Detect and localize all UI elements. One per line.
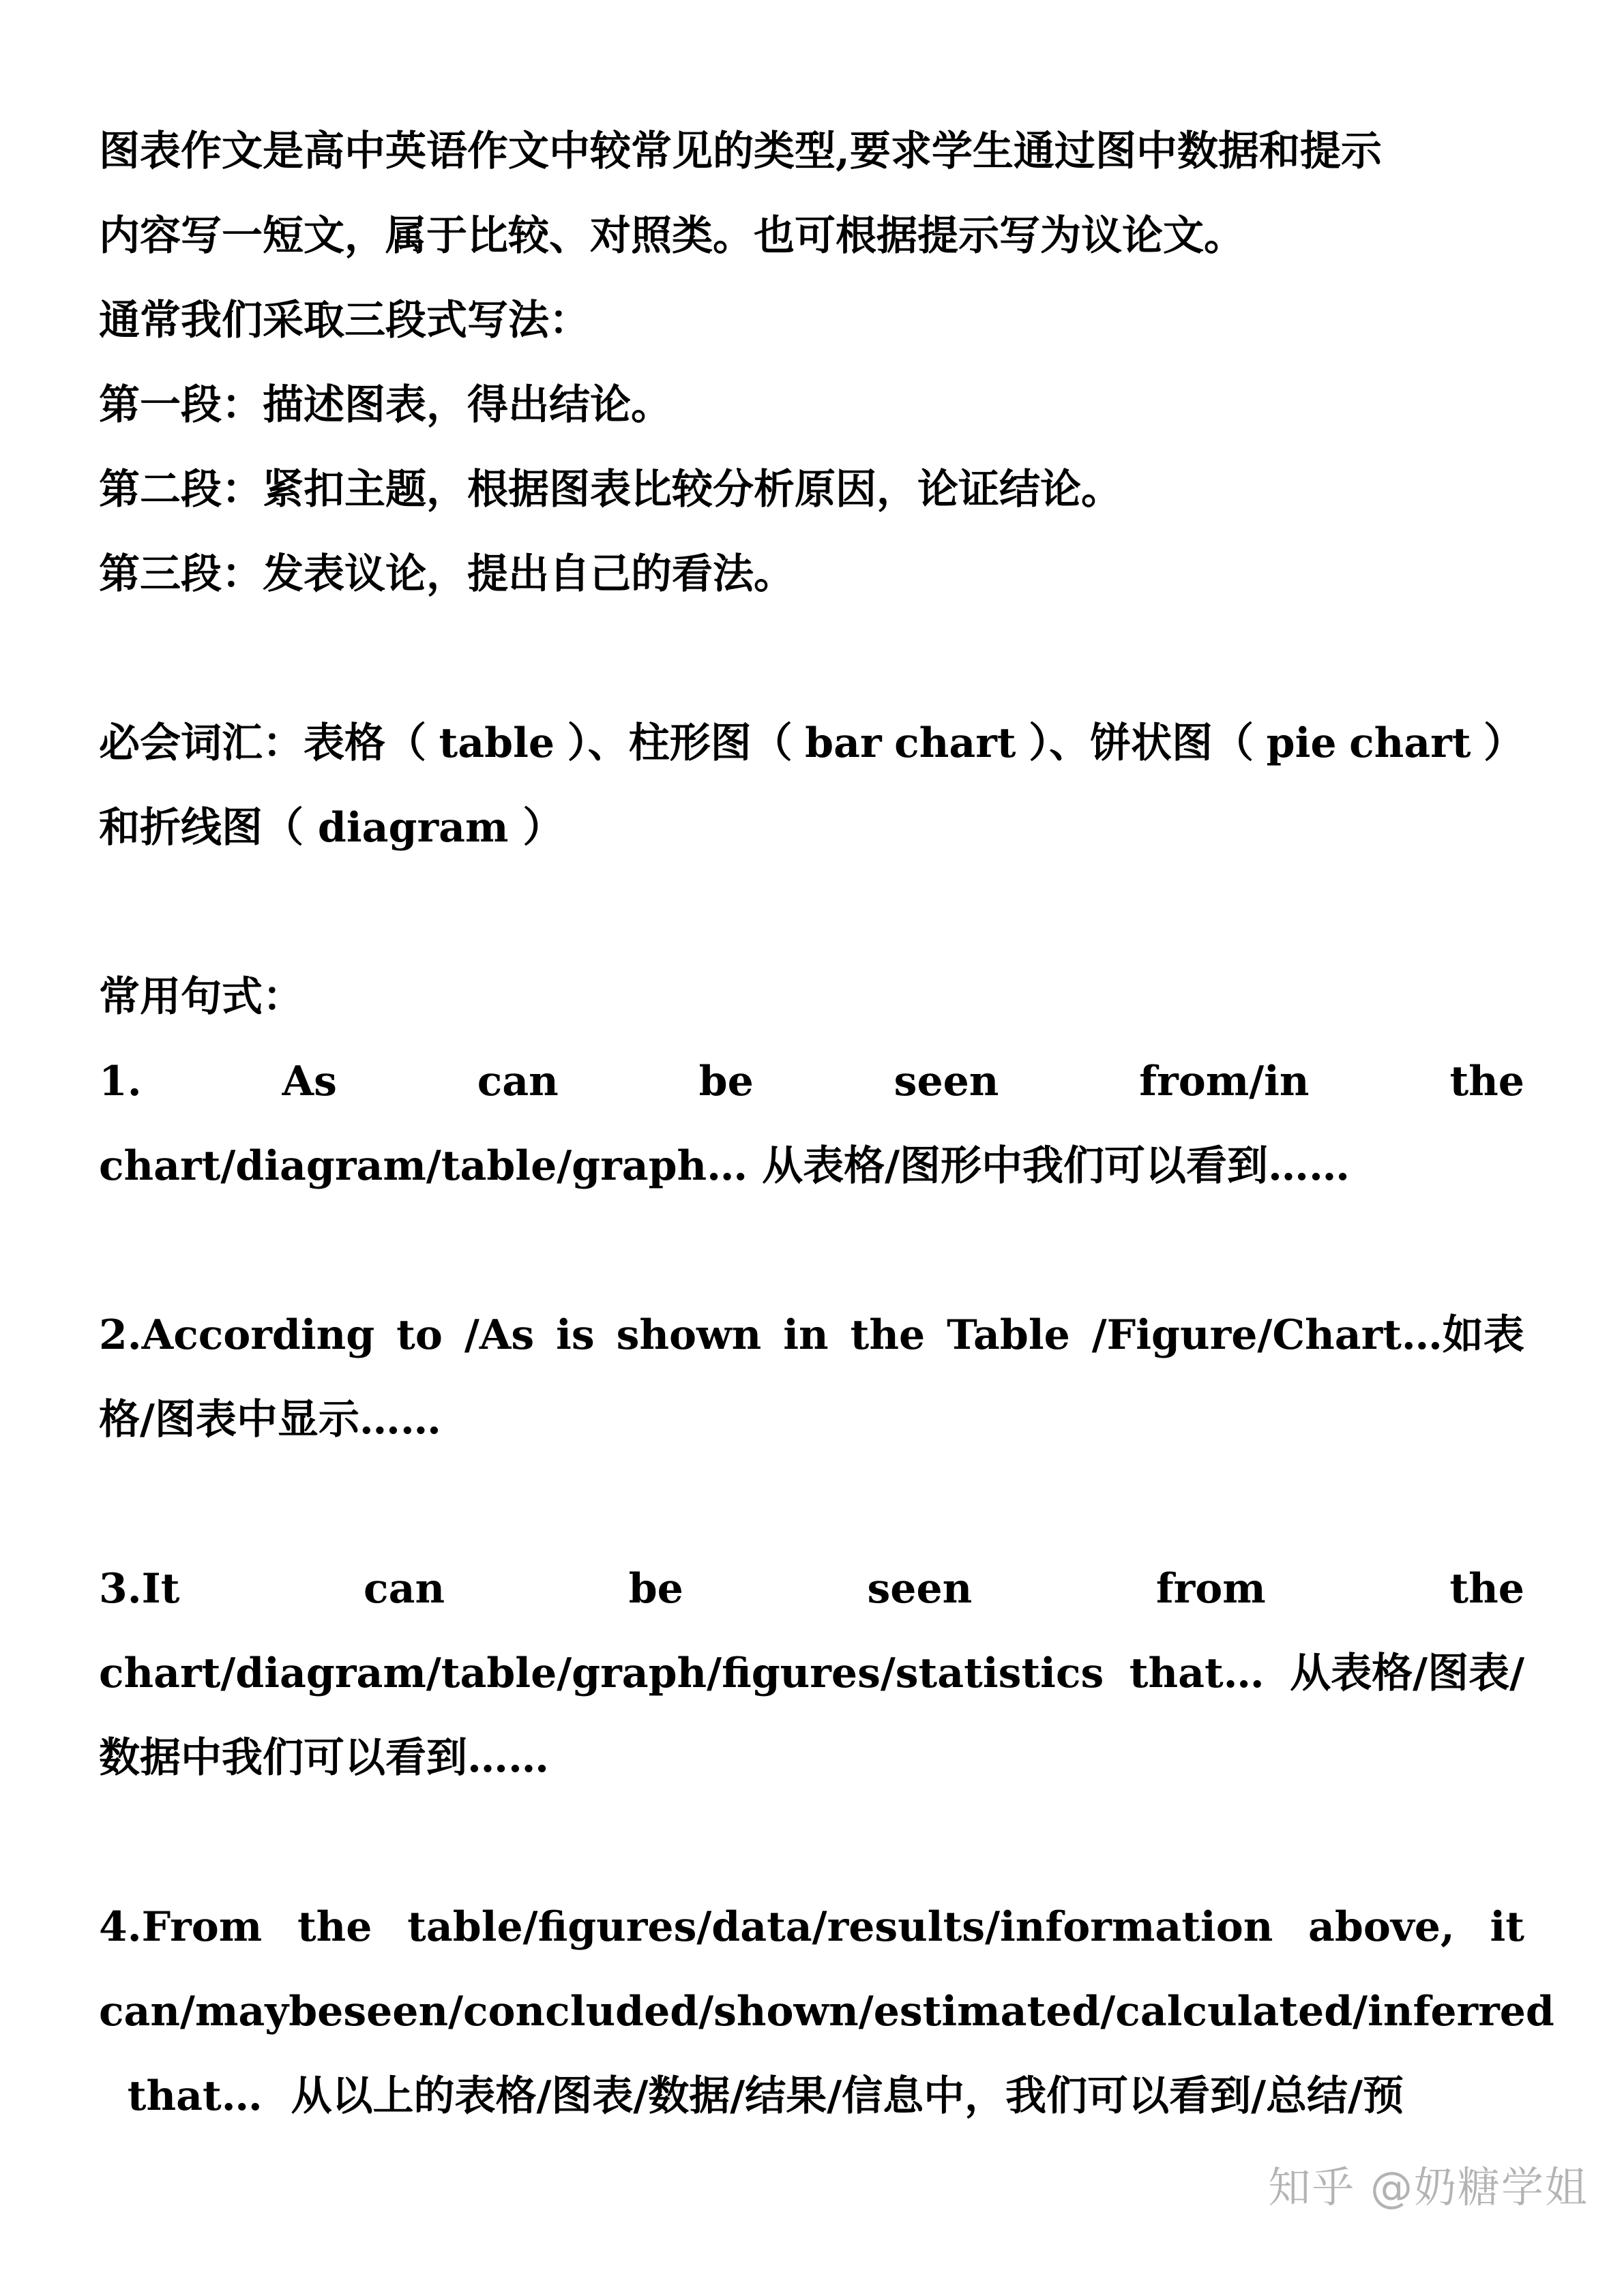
sentence-word: the [850, 1311, 926, 1359]
sentence-word: can [477, 1058, 559, 1105]
sentence-word: above, [1308, 1903, 1455, 1951]
sentence-word: the [297, 1903, 372, 1951]
sentence-word: 2.According [99, 1311, 375, 1359]
sentence-word: 从表格/图表/ [1290, 1650, 1524, 1697]
sentence-word: seen/concluded/shown/estimated/calculated/inferred [343, 1988, 1554, 2036]
paragraph-two-desc: 第二段：紧扣主题，根据图表比较分析原因，论证结论。 [99, 466, 1122, 513]
sentence-word: it [1490, 1903, 1524, 1951]
sentence-word: seen [867, 1565, 973, 1613]
sentence-4-line-1 [99, 1885, 1524, 1969]
sentence-1-line-2: chart/diagram/table/graph… 从表格/图形中我们可以看到…… [99, 1142, 1350, 1190]
spacer [99, 1208, 1524, 1293]
sentence-word: from [1155, 1565, 1266, 1613]
sentence-word: Table [947, 1311, 1070, 1359]
sentence-3-line-1 [99, 1547, 1524, 1631]
intro-line-1: 图表作文是高中英语作文中较常见的类型,要求学生通过图中数据和提示 [99, 128, 1382, 175]
spacer [99, 1462, 1524, 1547]
vocab-word: bar [805, 719, 882, 767]
sentence-3-line-2 [99, 1631, 1524, 1716]
sentence-word: be [698, 1058, 754, 1105]
sentence-word: can/may [99, 1988, 289, 2036]
sentence-word: in [783, 1311, 829, 1359]
vocab-word: chart [1349, 719, 1471, 767]
sentence-word: that… [1129, 1650, 1265, 1697]
sentence-word: can [364, 1565, 445, 1613]
document-body [99, 109, 1554, 2138]
sentence-word: /As [464, 1311, 535, 1359]
spacer [99, 616, 1524, 701]
sentence-3-line-3: 数据中我们可以看到…… [99, 1734, 549, 1782]
vocab-word: 必会词汇：表格（ [99, 719, 426, 767]
sentence-word: /Figure/Chart…如表 [1091, 1311, 1524, 1359]
sentence-4-line-3: that… 从以上的表格/图表/数据/结果/信息中，我们可以看到/总结/预 [99, 2072, 1404, 2120]
spacer [99, 870, 1524, 955]
vocab-word: ）、饼状图（ [1029, 719, 1254, 767]
vocab-word: table [439, 719, 555, 767]
paragraph-three-desc: 第三段：发表议论，提出自己的看法。 [99, 550, 795, 598]
intro-line-2: 内容写一短文，属于比较、对照类。也可根据提示写为议论文。 [99, 212, 1245, 260]
sentence-word: table/figures/data/results/information [407, 1903, 1273, 1951]
sentence-1-line-1 [99, 1039, 1524, 1124]
sentence-word: be [628, 1565, 683, 1613]
sentence-word: the [1449, 1058, 1524, 1105]
sentence-word: 3.It [99, 1565, 180, 1613]
sentence-2-line-2: 格/图表中显示…… [99, 1396, 441, 1444]
sentence-word: 4.From [99, 1903, 263, 1951]
sentence-word: chart/diagram/table/graph/figures/statistics [99, 1650, 1104, 1697]
vocab-line-1 [99, 701, 1524, 786]
sentence-word: shown [616, 1311, 762, 1359]
vocab-word: pie [1266, 719, 1337, 767]
sentence-word: to [396, 1311, 443, 1359]
sentence-word: is [556, 1311, 595, 1359]
vocab-word: chart [894, 719, 1016, 767]
sentence-4-line-2 [99, 1969, 1554, 2054]
sentence-word: the [1449, 1565, 1524, 1613]
sentence-word: As [282, 1058, 337, 1105]
intro-line-3: 通常我们采取三段式写法： [99, 297, 590, 344]
sentence-2-line-1 [99, 1293, 1524, 1377]
sentence-word: seen [894, 1058, 999, 1105]
vocab-line-2: 和折线图（ diagram ） [99, 804, 564, 852]
spacer [99, 1800, 1524, 1885]
sentence-word: 1. [99, 1058, 142, 1105]
sentence-word: from/in [1139, 1058, 1310, 1105]
zhihu-watermark: 知乎 @奶糖学姐 [1268, 2162, 1589, 2212]
sentences-heading: 常用句式： [99, 973, 304, 1021]
vocab-word: ） [1483, 719, 1524, 767]
vocab-word: ）、柱形图（ [567, 719, 793, 767]
paragraph-one-desc: 第一段：描述图表，得出结论。 [99, 381, 672, 429]
sentence-word: be [289, 1988, 344, 2036]
